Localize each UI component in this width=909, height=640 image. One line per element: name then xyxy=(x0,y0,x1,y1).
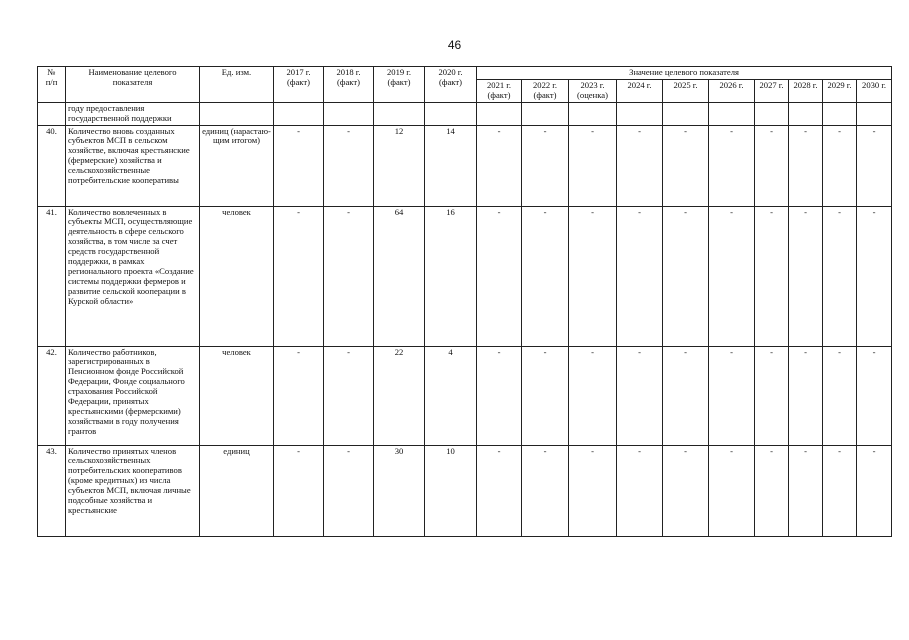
table-body xyxy=(38,102,892,536)
header-2020: 2020 г. (факт) xyxy=(425,67,477,103)
value-cell: 12 xyxy=(374,125,425,206)
unit-cell: единиц xyxy=(200,445,274,536)
value-cell xyxy=(789,102,823,125)
value-cell: - xyxy=(823,125,857,206)
value-cell: - xyxy=(324,445,374,536)
value-cell: 30 xyxy=(374,445,425,536)
row-num: 42. xyxy=(38,346,66,445)
value-cell xyxy=(324,102,374,125)
value-cell xyxy=(663,102,709,125)
value-cell: - xyxy=(709,346,755,445)
value-cell: - xyxy=(857,125,892,206)
value-cell: - xyxy=(569,346,617,445)
unit-cell: человек xyxy=(200,346,274,445)
value-cell: - xyxy=(324,125,374,206)
value-cell: - xyxy=(274,206,324,346)
value-cell: - xyxy=(857,445,892,536)
row-num: 43. xyxy=(38,445,66,536)
unit-cell xyxy=(200,102,274,125)
header-2018: 2018 г. (факт) xyxy=(324,67,374,103)
header-row xyxy=(38,67,892,80)
header-2017: 2017 г. (факт) xyxy=(274,67,324,103)
value-cell: - xyxy=(823,445,857,536)
unit-cell: единиц (нарастаю-щим итогом) xyxy=(200,125,274,206)
table-row xyxy=(38,102,892,125)
value-cell xyxy=(857,102,892,125)
header-2024: 2024 г. xyxy=(617,79,663,102)
indicator-name: Количество вовлеченных в субъекты МСП, осуществляющие деятельность в сфере сельского хозяйства, в том числе за счет средств государственной поддержки, в рамках регионального проекта «Создание системы поддержки фермеров и развитие сельской кооперации в Курской области» xyxy=(66,206,200,346)
value-cell: 16 xyxy=(425,206,477,346)
indicator-name: Количество вновь созданных субъектов МСП в сельском хозяйстве, включая крестьянские (фермерские) хозяйства и сельскохозяйственные потребительские кооперативы xyxy=(66,125,200,206)
table-row xyxy=(38,346,892,445)
indicator-name: Количество работников, зарегистрированных в Пенсионном фонде Российской Федерации, Фонде социального страхования Российской Федерации, принятых крестьянскими (фермерскими) хозяйствами в году получения грантов xyxy=(66,346,200,445)
header-2023: 2023 г. (оценка) xyxy=(569,79,617,102)
value-cell: - xyxy=(857,206,892,346)
indicator-name: году предоставления государственной поддержки xyxy=(66,102,200,125)
unit-cell: человек xyxy=(200,206,274,346)
header-num: № п/п xyxy=(38,67,66,103)
value-cell: - xyxy=(709,206,755,346)
header-unit: Ед. изм. xyxy=(200,67,274,103)
indicator-name: Количество принятых членов сельскохозяйственных потребительских кооперативов (кроме кредитных) из числа субъектов МСП, включая личные подсобные хозяйства и крестьянские xyxy=(66,445,200,536)
value-cell: - xyxy=(477,346,522,445)
value-cell xyxy=(823,102,857,125)
value-cell: - xyxy=(709,445,755,536)
value-cell: - xyxy=(617,206,663,346)
header-name: Наименование целевого показателя xyxy=(66,67,200,103)
value-cell: - xyxy=(617,346,663,445)
value-cell: - xyxy=(274,346,324,445)
table-row xyxy=(38,206,892,346)
value-cell xyxy=(522,102,569,125)
value-cell: - xyxy=(477,206,522,346)
value-cell: - xyxy=(663,206,709,346)
value-cell: - xyxy=(789,206,823,346)
value-cell: 4 xyxy=(425,346,477,445)
header-2028: 2028 г. xyxy=(789,79,823,102)
value-cell: - xyxy=(324,346,374,445)
header-2025: 2025 г. xyxy=(663,79,709,102)
value-cell: - xyxy=(522,346,569,445)
table-row xyxy=(38,125,892,206)
row-num: 41. xyxy=(38,206,66,346)
value-cell: - xyxy=(617,125,663,206)
value-cell: - xyxy=(274,445,324,536)
value-cell xyxy=(374,102,425,125)
value-cell: - xyxy=(857,346,892,445)
value-cell: - xyxy=(274,125,324,206)
value-cell: - xyxy=(789,125,823,206)
value-cell: - xyxy=(789,445,823,536)
header-2027: 2027 г. xyxy=(755,79,789,102)
row-num xyxy=(38,102,66,125)
value-cell: - xyxy=(522,125,569,206)
value-cell: - xyxy=(569,125,617,206)
value-cell: - xyxy=(755,346,789,445)
value-cell xyxy=(274,102,324,125)
value-cell: - xyxy=(755,445,789,536)
value-cell: 14 xyxy=(425,125,477,206)
value-cell xyxy=(617,102,663,125)
value-cell: - xyxy=(522,445,569,536)
value-cell: 22 xyxy=(374,346,425,445)
value-cell: - xyxy=(755,206,789,346)
value-cell: - xyxy=(663,125,709,206)
value-cell: - xyxy=(569,206,617,346)
header-2029: 2029 г. xyxy=(823,79,857,102)
header-2021: 2021 г. (факт) xyxy=(477,79,522,102)
value-cell: 64 xyxy=(374,206,425,346)
table-row xyxy=(38,445,892,536)
value-cell: - xyxy=(522,206,569,346)
header-2019: 2019 г. (факт) xyxy=(374,67,425,103)
value-cell: - xyxy=(477,445,522,536)
value-cell: - xyxy=(477,125,522,206)
value-cell xyxy=(425,102,477,125)
row-num: 40. xyxy=(38,125,66,206)
value-cell: - xyxy=(755,125,789,206)
page-number: 46 xyxy=(447,38,462,52)
value-cell: - xyxy=(324,206,374,346)
value-cell xyxy=(477,102,522,125)
value-cell xyxy=(709,102,755,125)
value-cell: - xyxy=(823,206,857,346)
value-cell: - xyxy=(569,445,617,536)
value-cell: 10 xyxy=(425,445,477,536)
value-cell: - xyxy=(823,346,857,445)
value-cell: - xyxy=(663,445,709,536)
value-cell: - xyxy=(663,346,709,445)
target-indicators-table xyxy=(37,66,892,537)
value-cell: - xyxy=(709,125,755,206)
header-2030: 2030 г. xyxy=(857,79,892,102)
value-cell: - xyxy=(617,445,663,536)
value-cell xyxy=(569,102,617,125)
header-group-target-value: Значение целевого показателя xyxy=(477,67,892,80)
header-2026: 2026 г. xyxy=(709,79,755,102)
value-cell: - xyxy=(789,346,823,445)
value-cell xyxy=(755,102,789,125)
header-2022: 2022 г. (факт) xyxy=(522,79,569,102)
